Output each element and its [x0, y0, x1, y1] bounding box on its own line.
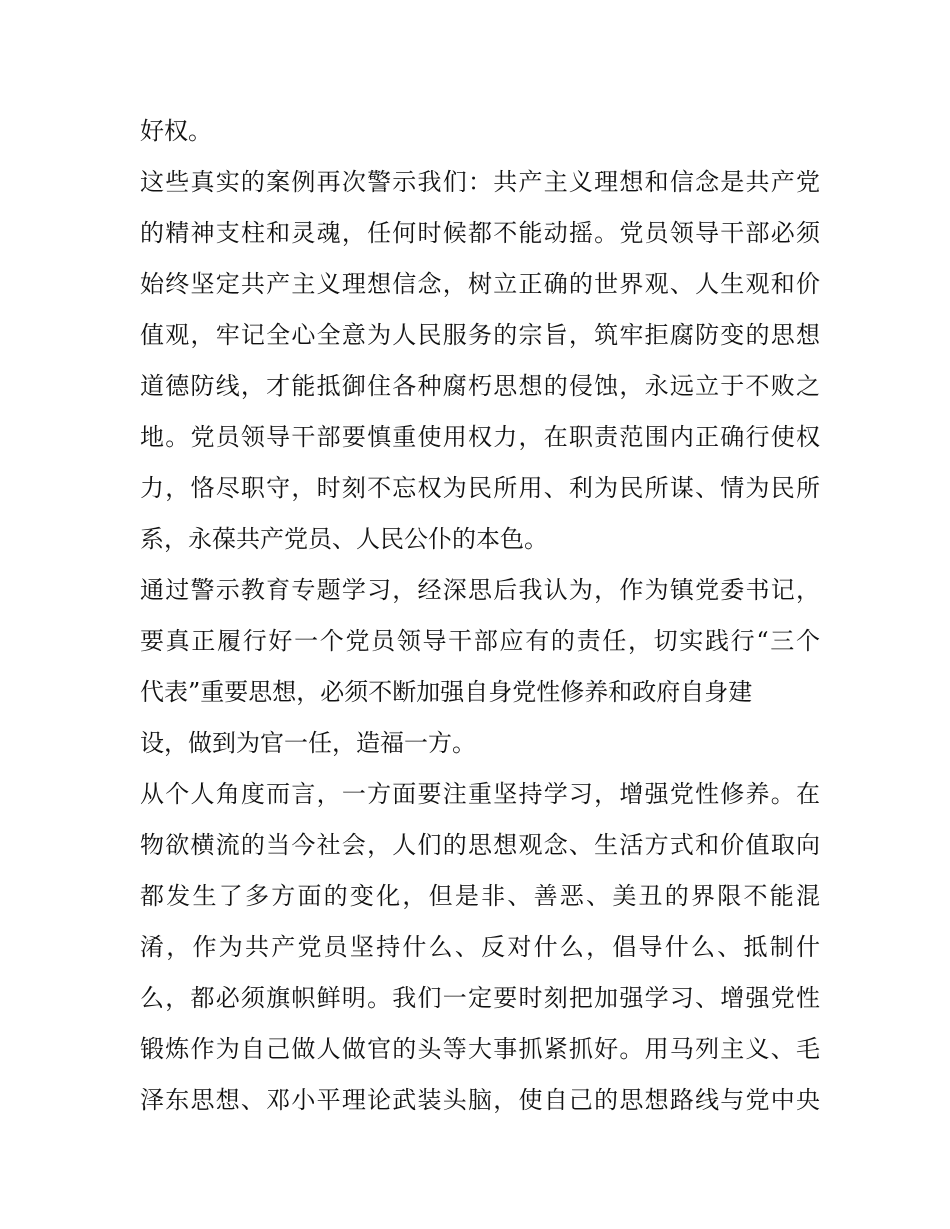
text-line: 物欲横流的当今社会，人们的思想观念、生活方式和价值取向 — [140, 831, 820, 859]
text-line: 系，永葆共产党员、人民公仆的本色。 — [140, 525, 548, 553]
text-line: 地。党员领导干部要慎重使用权力，在职责范围内正确行使权 — [140, 423, 820, 451]
text-line: 通过警示教育专题学习，经深思后我认为，作为镇党委书记， — [140, 576, 820, 604]
document-body — [140, 106, 820, 1126]
text-line: 设，做到为官一任，造福一方。 — [140, 729, 476, 757]
paragraph — [140, 565, 820, 769]
text-line: 都发生了多方面的变化，但是非、善恶、美丑的界限不能混 — [140, 882, 820, 910]
text-line: 好权。 — [140, 117, 212, 145]
text-line: 代表”重要思想，必须不断加强自身党性修养和政府自身建 — [140, 678, 753, 706]
text-line: 要真正履行好一个党员领导干部应有的责任，切实践行“三个 — [140, 627, 820, 655]
text-line: 锻炼作为自己做人做官的头等大事抓紧抓好。用马列主义、毛 — [140, 1035, 820, 1063]
text-line: 道德防线，才能抵御住各种腐朽思想的侵蚀，永远立于不败之 — [140, 372, 820, 400]
text-line: 么，都必须旗帜鲜明。我们一定要时刻把加强学习、增强党性 — [140, 984, 820, 1012]
text-line: 力，恪尽职守，时刻不忘权为民所用、利为民所谋、情为民所 — [140, 474, 820, 502]
text-line: 这些真实的案例再次警示我们：共产主义理想和信念是共产党 — [140, 168, 820, 196]
text-line: 始终坚定共产主义理想信念，树立正确的世界观、人生观和价 — [140, 270, 820, 298]
paragraph — [140, 769, 820, 1126]
text-line: 淆，作为共产党员坚持什么、反对什么，倡导什么、抵制什 — [140, 933, 820, 961]
text-line: 泽东思想、邓小平理论武装头脑，使自己的思想路线与党中央 — [140, 1086, 820, 1114]
text-line: 从个人角度而言，一方面要注重坚持学习，增强党性修养。在 — [140, 780, 820, 808]
paragraph — [140, 106, 820, 157]
text-line: 的精神支柱和灵魂，任何时候都不能动摇。党员领导干部必须 — [140, 219, 820, 247]
text-line: 值观，牢记全心全意为人民服务的宗旨，筑牢拒腐防变的思想 — [140, 321, 820, 349]
paragraph — [140, 157, 820, 565]
